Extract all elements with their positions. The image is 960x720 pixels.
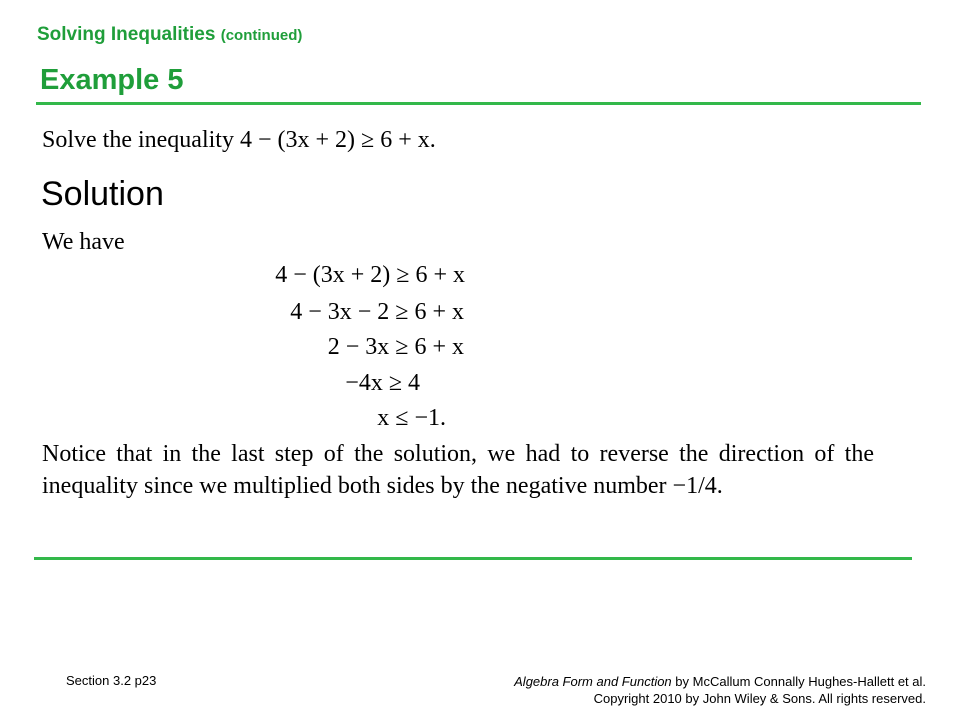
footer-section: Section 3.2 p23	[66, 673, 157, 688]
bottom-divider	[34, 557, 912, 560]
solution-step-5: x ≤ −1.	[377, 405, 446, 431]
solution-notice: Notice that in the last step of the solution, we had to reverse the direction of the inequality since we multiplied both sides by the negative number −1/4.	[42, 441, 874, 499]
problem-statement: Solve the inequality 4 − (3x + 2) ≥ 6 + x.	[42, 127, 436, 153]
slide-header-title: Solving Inequalities	[37, 24, 216, 45]
solution-intro: We have	[42, 229, 125, 255]
solution-step-4: −4x ≥ 4	[345, 370, 420, 396]
slide-header	[37, 24, 302, 46]
top-divider	[36, 102, 921, 105]
footer-citation	[514, 673, 926, 707]
slide-header-suffix: (continued)	[220, 27, 303, 44]
footer-book-authors: by McCallum Connally Hughes-Hallett et al.	[671, 674, 926, 689]
solution-step-1: 4 − (3x + 2) ≥ 6 + x	[275, 262, 465, 288]
footer-book-title: Algebra Form and Function	[514, 674, 672, 689]
solution-step-3: 2 − 3x ≥ 6 + x	[327, 334, 464, 360]
footer-copyright: Copyright 2010 by John Wiley & Sons. All rights reserved.	[593, 691, 926, 706]
solution-heading: Solution	[41, 175, 164, 213]
example-title: Example 5	[40, 64, 184, 96]
footer-book-line	[514, 673, 926, 690]
solution-step-2: 4 − 3x − 2 ≥ 6 + x	[290, 299, 464, 325]
